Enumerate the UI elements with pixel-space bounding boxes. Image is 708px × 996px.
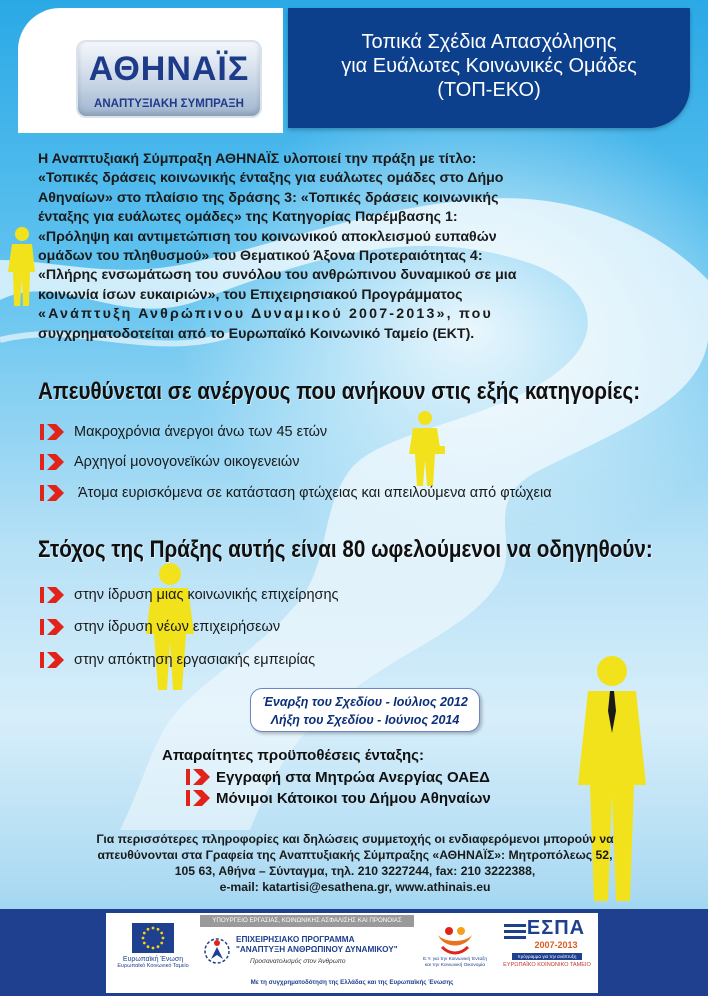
target-item-text: Μακροχρόνια άνεργοι άνω των 45 ετών [74, 424, 328, 440]
start-date: Έναρξη του Σχεδίου - Ιούλιος 2012 [262, 695, 468, 709]
espa-tagline: πρόγραμμα για την ανάπτυξη [512, 953, 582, 960]
social-inclusion-icon [432, 921, 478, 957]
goal-item [40, 649, 315, 671]
red-arrow-icon [40, 618, 66, 636]
logo-title: ΑΘΗΝΑΪΣ [88, 50, 250, 88]
intro-line: ομάδων του πληθυσμού» του Θεματικού Άξονα Προτεραιότητας 4: [38, 248, 483, 265]
red-arrow-icon [186, 789, 212, 807]
contact-line: Για περισσότερες πληροφορίες και δηλώσεις συμμετοχής οι ενδιαφερόμενοι μπορούν να [96, 832, 614, 846]
intro-line: «Πλήρης ενσωμάτωση του συνόλου του ανθρώπινου δυναμικού σε μια [38, 267, 517, 284]
title-line-2: για Ευάλωτες Κοινωνικές Ομάδες [341, 55, 637, 77]
red-arrow-icon [186, 768, 212, 786]
logo-subtitle: ΑΝΑΠΤΥΞΙΑΚΗ ΣΥΜΠΡΑΞΗ [94, 98, 244, 110]
end-date: Λήξη του Σχεδίου - Ιούνιος 2014 [270, 713, 460, 727]
intro-line: «Ανάπτυξη Ανθρώπινου Δυναμικού 2007-2013», που [38, 306, 493, 323]
goal-item [40, 584, 339, 606]
programme-line-3: Προσανατολισμός στον Άνθρωπο [250, 958, 346, 965]
goal-heading: Στόχος της Πράξης αυτής είναι 80 ωφελούμενοι να οδηγηθούν: [38, 536, 653, 563]
red-arrow-icon [40, 484, 66, 502]
red-arrow-icon [40, 423, 66, 441]
intro-line: συγχρηματοδοτείται από το Ευρωπαϊκό Κοινωνικό Ταμείο (ΕΚΤ). [38, 325, 475, 342]
target-heading: Απευθύνεται σε ανέργους που ανήκουν στις εξής κατηγορίες: [38, 378, 641, 405]
intro-line: Η Αναπτυξιακή Σύμπραξη ΑΘΗΝΑΪΣ υλοποιεί την πράξη με τίτλο: [38, 151, 477, 167]
eu-name: Ευρωπαϊκή Ένωση [122, 956, 184, 963]
requirements-title: Απαραίτητες προϋποθέσεις ένταξης: [162, 747, 424, 764]
intro-line: «Πρόληψη και αντιμετώπιση του κοινωνικού αποκλεισμού ευπαθών [38, 228, 497, 245]
contact-line: 105 63, Αθήνα – Σύνταγμα, τηλ. 210 3227244, fax: 210 3222388, [174, 864, 536, 878]
title-line-3: (ΤΟΠ-ΕΚΟ) [437, 79, 541, 101]
intro-line: «Τοπικές δράσεις κοινωνικής ένταξης για ευάλωτες ομάδες στο Δήμο [38, 170, 504, 187]
logo-panel [18, 8, 283, 133]
goal-item-text: στην ίδρυση νέων επιχειρήσεων [74, 619, 281, 635]
programme-line-1: ΕΠΙΧΕΙΡΗΣΙΑΚΟ ΠΡΟΓΡΑΜΜΑ [236, 935, 355, 944]
requirement-item [186, 788, 491, 808]
social-line-1: Ε.Υ. για την Κοινωνική Ένταξη [422, 957, 488, 962]
social-line-2: και την Κοινωνική Οικονομία [424, 963, 486, 968]
schedule-dates-box [250, 688, 480, 732]
goal-item [40, 616, 280, 638]
target-item-text: Αρχηγοί μονογονεϊκών οικογενειών [74, 454, 300, 470]
red-arrow-icon [40, 453, 66, 471]
social-inclusion-logo [420, 921, 490, 969]
title-line-1: Τοπικά Σχέδια Απασχόλησης [361, 31, 617, 53]
contact-line: e-mail: katartisi@esathena.gr, www.athinais.eu [219, 880, 491, 894]
cofunding-statement: Με τη συγχρηματοδότηση της Ελλάδας και της Ευρωπαϊκής Ένωσης [250, 979, 454, 986]
ministry-banner: ΥΠΟΥΡΓΕΙΟ ΕΡΓΑΣΙΑΣ, ΚΟΙΝΩΝΙΚΗΣ ΑΣΦΑΛΙΣΗΣ ΚΑΙ ΠΡΟΝΟΙΑΣ [200, 915, 414, 927]
intro-paragraph [38, 150, 658, 344]
sponsor-logos [106, 913, 598, 993]
operational-programme-logo [202, 931, 414, 981]
red-arrow-icon [40, 651, 66, 669]
target-item [40, 482, 552, 504]
target-item [40, 451, 299, 473]
requirement-text: Μόνιμοι Κάτοικοι του Δήμου Αθηναίων [216, 789, 491, 807]
intro-line: Αθηναίων» στο πλαίσιο της δράσης 3: «Τοπικές δράσεις κοινωνικής [38, 189, 499, 206]
espa-stripes-icon [504, 923, 526, 941]
espa-fund: ΕΥΡΩΠΑΪΚΟ ΚΟΙΝΩΝΙΚΟ ΤΑΜΕΙΟ [503, 962, 591, 968]
athinais-logo [76, 40, 262, 118]
target-item-text: Άτομα ευρισκόμενα σε κατάσταση φτώχειας και απειλούμενα από φτώχεια [78, 485, 552, 501]
target-item [40, 421, 327, 443]
header [0, 0, 708, 140]
intro-line: ένταξης για ευάλωτες ομάδες» της Κατηγορίας Παρέμβασης 1: [38, 209, 458, 226]
eu-logo [112, 923, 194, 969]
eu-fund: Ευρωπαϊκό Κοινωνικό Ταμείο [117, 963, 189, 969]
yellow-figure-left [4, 226, 38, 308]
programme-line-2: "ΑΝΑΠΤΥΞΗ ΑΝΘΡΩΠΙΝΟΥ ΔΥΝΑΜΙΚΟΥ" [236, 945, 398, 954]
requirement-text: Εγγραφή στα Μητρώα Ανεργίας ΟΑΕΔ [216, 768, 490, 786]
goal-item-text: στην ίδρυση μιας κοινωνικής επιχείρησης [74, 587, 339, 603]
title-panel [288, 8, 690, 128]
yellow-figure-middle [403, 410, 447, 488]
espa-logo [500, 917, 594, 968]
goal-item-text: στην απόκτηση εργασιακής εμπειρίας [74, 652, 316, 668]
requirement-item [186, 767, 490, 787]
espa-title: ΕΣΠΑ [526, 917, 586, 939]
red-arrow-icon [40, 586, 66, 604]
contact-info [30, 831, 680, 895]
contact-line: απευθύνονται στα Γραφεία της Αναπτυξιακής Σύμπραξης «ΑΘΗΝΑΪΣ»: Μητροπόλεως 52, [97, 848, 613, 862]
programme-emblem-icon [202, 933, 232, 971]
eu-flag-icon [132, 923, 174, 953]
espa-years: 2007-2013 [534, 940, 578, 950]
footer [0, 909, 708, 996]
intro-line: κοινωνία ίσων ευκαιριών», του Επιχειρησιακού Προγράμματος [38, 286, 463, 303]
